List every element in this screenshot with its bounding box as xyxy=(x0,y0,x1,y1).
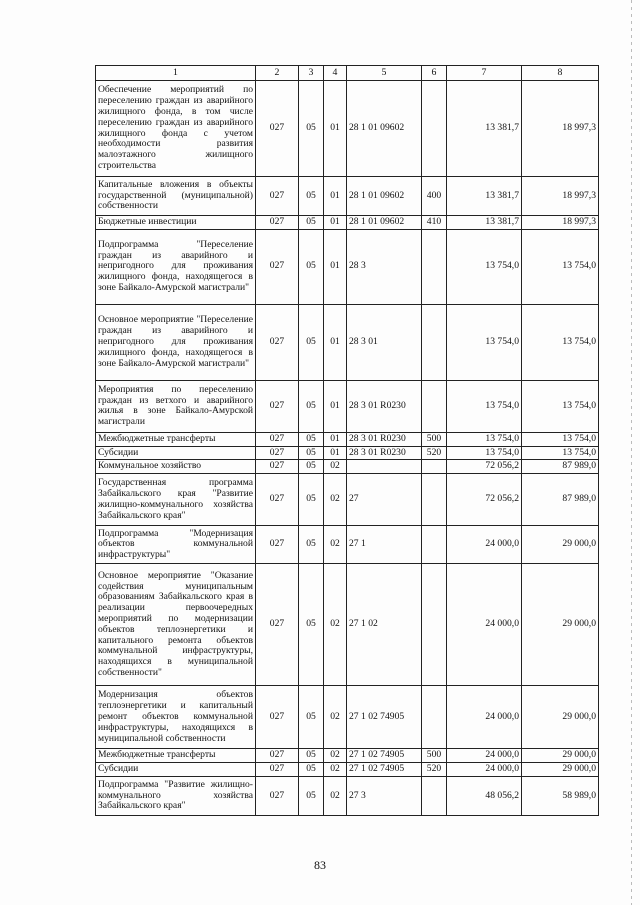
cell-amount-7: 13 754,0 xyxy=(447,380,522,432)
cell-target-article: 28 3 01 R0230 xyxy=(347,446,422,460)
cell-subsection: 01 xyxy=(324,81,347,177)
cell-ministry: 027 xyxy=(256,380,299,432)
table-row xyxy=(96,216,599,230)
table-row xyxy=(96,564,599,686)
cell-section: 05 xyxy=(299,432,324,446)
cell-expense-type xyxy=(422,474,447,526)
row-description: Модернизация объектов теплоэнергетики и капитальный ремонт объектов коммунальной инфраструктуры, находящихся в муниципальной собственности xyxy=(96,686,256,749)
table-row xyxy=(96,686,599,749)
cell-subsection: 01 xyxy=(324,380,347,432)
cell-target-article: 27 3 xyxy=(347,776,422,815)
cell-section: 05 xyxy=(299,749,324,763)
cell-expense-type xyxy=(422,564,447,686)
table-row xyxy=(96,460,599,474)
cell-subsection: 02 xyxy=(324,526,347,564)
cell-amount-8: 18 997,3 xyxy=(522,81,599,177)
cell-target-article: 27 1 02 xyxy=(347,564,422,686)
cell-amount-7: 72 056,2 xyxy=(447,474,522,526)
row-description: Основное мероприятие "Переселение граждан из аварийного и непригодного для проживания жилищного фонда, находящегося в зоне Байкало-Амурской магистрали" xyxy=(96,304,256,380)
cell-amount-7: 13 381,7 xyxy=(447,177,522,216)
cell-amount-8: 29 000,0 xyxy=(522,564,599,686)
row-description: Капитальные вложения в объекты государственной (муниципальной) собственности xyxy=(96,177,256,216)
table-row xyxy=(96,304,599,380)
row-description: Межбюджетные трансферты xyxy=(96,749,256,763)
cell-subsection: 02 xyxy=(324,564,347,686)
cell-ministry: 027 xyxy=(256,474,299,526)
cell-amount-8: 87 989,0 xyxy=(522,474,599,526)
cell-ministry: 027 xyxy=(256,446,299,460)
column-header: 2 xyxy=(256,66,299,81)
cell-amount-7: 24 000,0 xyxy=(447,526,522,564)
cell-section: 05 xyxy=(299,564,324,686)
cell-ministry: 027 xyxy=(256,763,299,777)
cell-amount-7: 13 381,7 xyxy=(447,81,522,177)
table-row xyxy=(96,763,599,777)
cell-amount-8: 29 000,0 xyxy=(522,686,599,749)
cell-subsection: 02 xyxy=(324,749,347,763)
table-row xyxy=(96,177,599,216)
cell-subsection: 01 xyxy=(324,304,347,380)
table-row xyxy=(96,380,599,432)
cell-section: 05 xyxy=(299,304,324,380)
cell-expense-type: 520 xyxy=(422,763,447,777)
cell-expense-type: 410 xyxy=(422,216,447,230)
row-description: Государственная программа Забайкальского края "Развитие жилищно-коммунального хозяйства Забайкальского края" xyxy=(96,474,256,526)
cell-ministry: 027 xyxy=(256,216,299,230)
cell-amount-8: 29 000,0 xyxy=(522,749,599,763)
row-description: Мероприятия по переселению граждан из ветхого и аварийного жилья в зоне Байкало-Амурской магистрали xyxy=(96,380,256,432)
cell-target-article: 28 1 01 09602 xyxy=(347,177,422,216)
cell-amount-8: 18 997,3 xyxy=(522,177,599,216)
cell-expense-type xyxy=(422,229,447,304)
column-header: 3 xyxy=(299,66,324,81)
cell-subsection: 02 xyxy=(324,474,347,526)
cell-amount-8: 13 754,0 xyxy=(522,229,599,304)
cell-amount-8: 13 754,0 xyxy=(522,446,599,460)
cell-section: 05 xyxy=(299,229,324,304)
cell-section: 05 xyxy=(299,380,324,432)
table-row xyxy=(96,474,599,526)
cell-amount-7: 13 754,0 xyxy=(447,229,522,304)
row-description: Субсидии xyxy=(96,446,256,460)
cell-subsection: 02 xyxy=(324,686,347,749)
cell-amount-8: 29 000,0 xyxy=(522,526,599,564)
cell-subsection: 02 xyxy=(324,460,347,474)
cell-ministry: 027 xyxy=(256,776,299,815)
cell-ministry: 027 xyxy=(256,686,299,749)
column-header: 1 xyxy=(96,66,256,81)
table-row xyxy=(96,526,599,564)
row-description: Субсидии xyxy=(96,763,256,777)
cell-section: 05 xyxy=(299,776,324,815)
table-row xyxy=(96,81,599,177)
page-edge-line xyxy=(631,0,632,905)
cell-target-article: 28 1 01 09602 xyxy=(347,216,422,230)
table-row xyxy=(96,776,599,815)
cell-expense-type xyxy=(422,304,447,380)
cell-section: 05 xyxy=(299,216,324,230)
cell-amount-8: 58 989,0 xyxy=(522,776,599,815)
cell-ministry: 027 xyxy=(256,460,299,474)
cell-section: 05 xyxy=(299,474,324,526)
column-header: 5 xyxy=(347,66,422,81)
cell-expense-type: 400 xyxy=(422,177,447,216)
cell-ministry: 027 xyxy=(256,432,299,446)
cell-target-article: 27 1 02 74905 xyxy=(347,749,422,763)
cell-expense-type xyxy=(422,81,447,177)
cell-ministry: 027 xyxy=(256,526,299,564)
cell-target-article: 27 1 02 74905 xyxy=(347,686,422,749)
row-description: Подпрограмма "Развитие жилищно-коммунального хозяйства Забайкальского края" xyxy=(96,776,256,815)
cell-target-article: 28 3 01 xyxy=(347,304,422,380)
cell-ministry: 027 xyxy=(256,564,299,686)
cell-amount-7: 24 000,0 xyxy=(447,686,522,749)
cell-amount-7: 48 056,2 xyxy=(447,776,522,815)
cell-target-article: 27 1 xyxy=(347,526,422,564)
table-row xyxy=(96,432,599,446)
cell-amount-7: 24 000,0 xyxy=(447,763,522,777)
cell-section: 05 xyxy=(299,177,324,216)
cell-amount-7: 13 754,0 xyxy=(447,432,522,446)
row-description: Коммунальное хозяйство xyxy=(96,460,256,474)
cell-target-article xyxy=(347,460,422,474)
cell-subsection: 02 xyxy=(324,763,347,777)
cell-expense-type xyxy=(422,460,447,474)
cell-expense-type: 520 xyxy=(422,446,447,460)
cell-ministry: 027 xyxy=(256,304,299,380)
cell-section: 05 xyxy=(299,686,324,749)
cell-target-article: 28 3 01 R0230 xyxy=(347,380,422,432)
cell-amount-8: 29 000,0 xyxy=(522,763,599,777)
cell-expense-type: 500 xyxy=(422,749,447,763)
cell-amount-8: 13 754,0 xyxy=(522,432,599,446)
column-header: 8 xyxy=(522,66,599,81)
row-description: Обеспечение мероприятий по переселению граждан из аварийного жилищного фонда, в том числе переселению граждан из аварийного жилищного фонда с учетом необходимости развития малоэтажного жилищного строительства xyxy=(96,81,256,177)
page-number: 83 xyxy=(314,858,326,872)
row-description: Бюджетные инвестиции xyxy=(96,216,256,230)
cell-section: 05 xyxy=(299,81,324,177)
cell-amount-7: 24 000,0 xyxy=(447,564,522,686)
cell-amount-8: 13 754,0 xyxy=(522,304,599,380)
column-header: 6 xyxy=(422,66,447,81)
cell-expense-type: 500 xyxy=(422,432,447,446)
cell-subsection: 01 xyxy=(324,432,347,446)
cell-target-article: 28 3 01 R0230 xyxy=(347,432,422,446)
column-header: 7 xyxy=(447,66,522,81)
row-description: Межбюджетные трансферты xyxy=(96,432,256,446)
cell-subsection: 02 xyxy=(324,776,347,815)
cell-subsection: 01 xyxy=(324,229,347,304)
cell-subsection: 01 xyxy=(324,446,347,460)
cell-amount-7: 13 381,7 xyxy=(447,216,522,230)
cell-ministry: 027 xyxy=(256,749,299,763)
cell-expense-type xyxy=(422,380,447,432)
cell-subsection: 01 xyxy=(324,216,347,230)
cell-target-article: 28 3 xyxy=(347,229,422,304)
cell-section: 05 xyxy=(299,763,324,777)
row-description: Подпрограмма "Переселение граждан из аварийного и непригодного для проживания жилищного фонда, находящегося в зоне Байкало-Амурской магистрали" xyxy=(96,229,256,304)
cell-target-article: 28 1 01 09602 xyxy=(347,81,422,177)
cell-section: 05 xyxy=(299,446,324,460)
cell-amount-7: 13 754,0 xyxy=(447,304,522,380)
cell-target-article: 27 1 02 74905 xyxy=(347,763,422,777)
table-row xyxy=(96,229,599,304)
cell-ministry: 027 xyxy=(256,229,299,304)
column-header: 4 xyxy=(324,66,347,81)
table-row xyxy=(96,749,599,763)
cell-amount-8: 13 754,0 xyxy=(522,380,599,432)
cell-amount-7: 24 000,0 xyxy=(447,749,522,763)
cell-amount-7: 72 056,2 xyxy=(447,460,522,474)
cell-amount-7: 13 754,0 xyxy=(447,446,522,460)
cell-amount-8: 18 997,3 xyxy=(522,216,599,230)
table-header-row xyxy=(96,66,599,81)
cell-target-article: 27 xyxy=(347,474,422,526)
cell-ministry: 027 xyxy=(256,177,299,216)
table-row xyxy=(96,446,599,460)
row-description: Подпрограмма "Модернизация объектов коммунальной инфраструктуры" xyxy=(96,526,256,564)
row-description: Основное мероприятие "Оказание содействия муниципальным образованиям Забайкальского края в реализации первоочередных мероприятий по модернизации объектов теплоэнергетики и капитального ремонта объектов коммунальной инфраструктуры, находящихся в муниципальной собственности" xyxy=(96,564,256,686)
cell-amount-8: 87 989,0 xyxy=(522,460,599,474)
budget-table xyxy=(95,65,599,816)
cell-expense-type xyxy=(422,526,447,564)
cell-expense-type xyxy=(422,686,447,749)
cell-ministry: 027 xyxy=(256,81,299,177)
cell-section: 05 xyxy=(299,526,324,564)
cell-expense-type xyxy=(422,776,447,815)
cell-section: 05 xyxy=(299,460,324,474)
cell-subsection: 01 xyxy=(324,177,347,216)
